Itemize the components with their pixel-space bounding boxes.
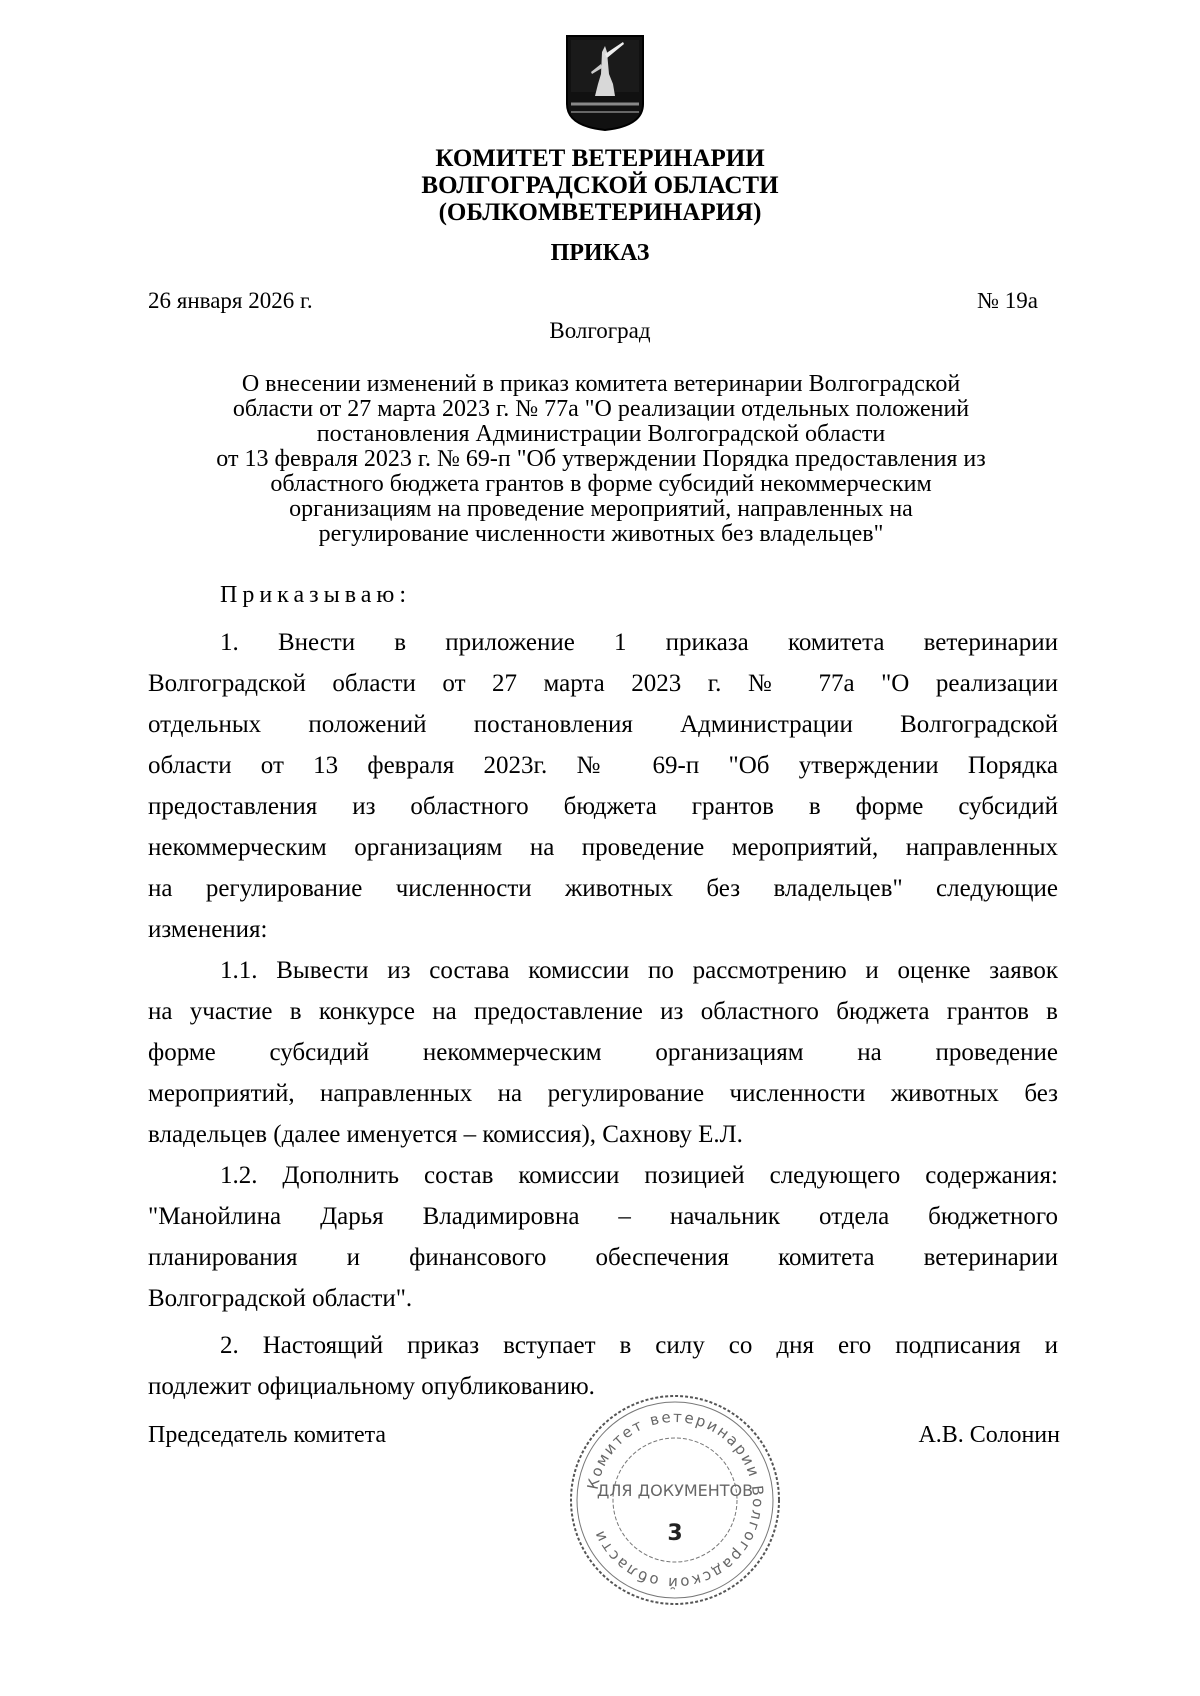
stamp-ring-text: Комитет ветеринарии Волгоградской области	[583, 1407, 768, 1593]
signatory-title: Председатель комитета	[148, 1422, 387, 1448]
body-line: планирования и финансового обеспечения комитета ветеринарии	[148, 1244, 1058, 1271]
stamp-center-text: ДЛЯ ДОКУМЕНТОВ	[596, 1481, 754, 1500]
org-name-line3: (ОБЛКОМВЕТЕРИНАРИЯ)	[438, 199, 762, 226]
org-name-line2: ВОЛГОГРАДСКОЙ ОБЛАСТИ	[421, 172, 779, 199]
signatory-name: А.В. Солонин	[918, 1422, 1060, 1448]
subject-line: областного бюджета грантов в форме субсидий некоммерческим	[270, 471, 932, 497]
volgograd-coat-of-arms-icon	[565, 34, 645, 132]
document-subject	[140, 372, 1062, 547]
body-line: Волгоградской области от 27 марта 2023 г. № 77а "О реализации	[148, 670, 1058, 697]
paragraph-1-2	[148, 1155, 1058, 1319]
stamp-number: 3	[667, 1521, 683, 1546]
body-line: подлежит официальному опубликованию.	[148, 1373, 595, 1400]
document-number: № 19а	[977, 288, 1038, 313]
subject-line: постановления Администрации Волгоградской области	[316, 421, 886, 447]
paragraph-1-1	[148, 950, 1058, 1155]
body-line: владельцев (далее именуется – комиссия), Сахнову Е.Л.	[148, 1121, 743, 1148]
body-line: "Манойлина Дарья Владимировна – начальник отдела бюджетного	[148, 1203, 1058, 1230]
body-line: Волгоградской области".	[148, 1285, 413, 1312]
body-line: на регулирование численности животных без владельцев" следующие	[148, 875, 1058, 902]
subject-line: регулирование численности животных без владельцев"	[318, 521, 884, 547]
body-line: мероприятий, направленных на регулирование численности животных без	[148, 1080, 1058, 1107]
svg-text:Комитет ветеринарии Волгоградс	[584, 1408, 768, 1592]
subject-line: от 13 февраля 2023 г. № 69-п "Об утверждении Порядка предоставления из	[216, 446, 986, 472]
official-stamp-icon	[565, 1390, 785, 1610]
body-line: некоммерческим организациям на проведение мероприятий, направленных	[148, 834, 1058, 861]
body-line: 1. Внести в приложение 1 приказа комитета ветеринарии	[220, 629, 1058, 656]
document-type: ПРИКАЗ	[550, 240, 650, 266]
subject-line: области от 27 марта 2023 г. № 77а "О реализации отдельных положений	[232, 396, 970, 422]
document-city: Волгоград	[549, 318, 651, 343]
body-line: области от 13 февраля 2023г. № 69-п "Об утверждении Порядка	[148, 752, 1058, 779]
paragraph-1	[148, 622, 1058, 950]
body-line: 1.1. Вывести из состава комиссии по рассмотрению и оценке заявок	[220, 957, 1058, 984]
body-line: предоставления из областного бюджета грантов в форме субсидий	[148, 793, 1058, 820]
body-line: 2. Настоящий приказ вступает в силу со дня его подписания и	[220, 1332, 1058, 1359]
order-word: Приказываю:	[220, 582, 411, 608]
body-line: 1.2. Дополнить состав комиссии позицией следующего содержания:	[220, 1162, 1058, 1189]
document-body	[148, 622, 1058, 1407]
subject-line: О внесении изменений в приказ комитета ветеринарии Волгоградской	[241, 371, 961, 397]
body-line: на участие в конкурсе на предоставление из областного бюджета грантов в	[148, 998, 1058, 1025]
body-line: отдельных положений постановления Администрации Волгоградской	[148, 711, 1058, 738]
body-line: изменения:	[148, 916, 268, 943]
body-line: форме субсидий некоммерческим организациям на проведение	[148, 1039, 1058, 1066]
subject-line: организациям на проведение мероприятий, направленных на	[289, 496, 913, 522]
org-name-line1: КОМИТЕТ ВЕТЕРИНАРИИ	[435, 145, 765, 172]
document-date: 26 января 2026 г.	[148, 288, 313, 313]
